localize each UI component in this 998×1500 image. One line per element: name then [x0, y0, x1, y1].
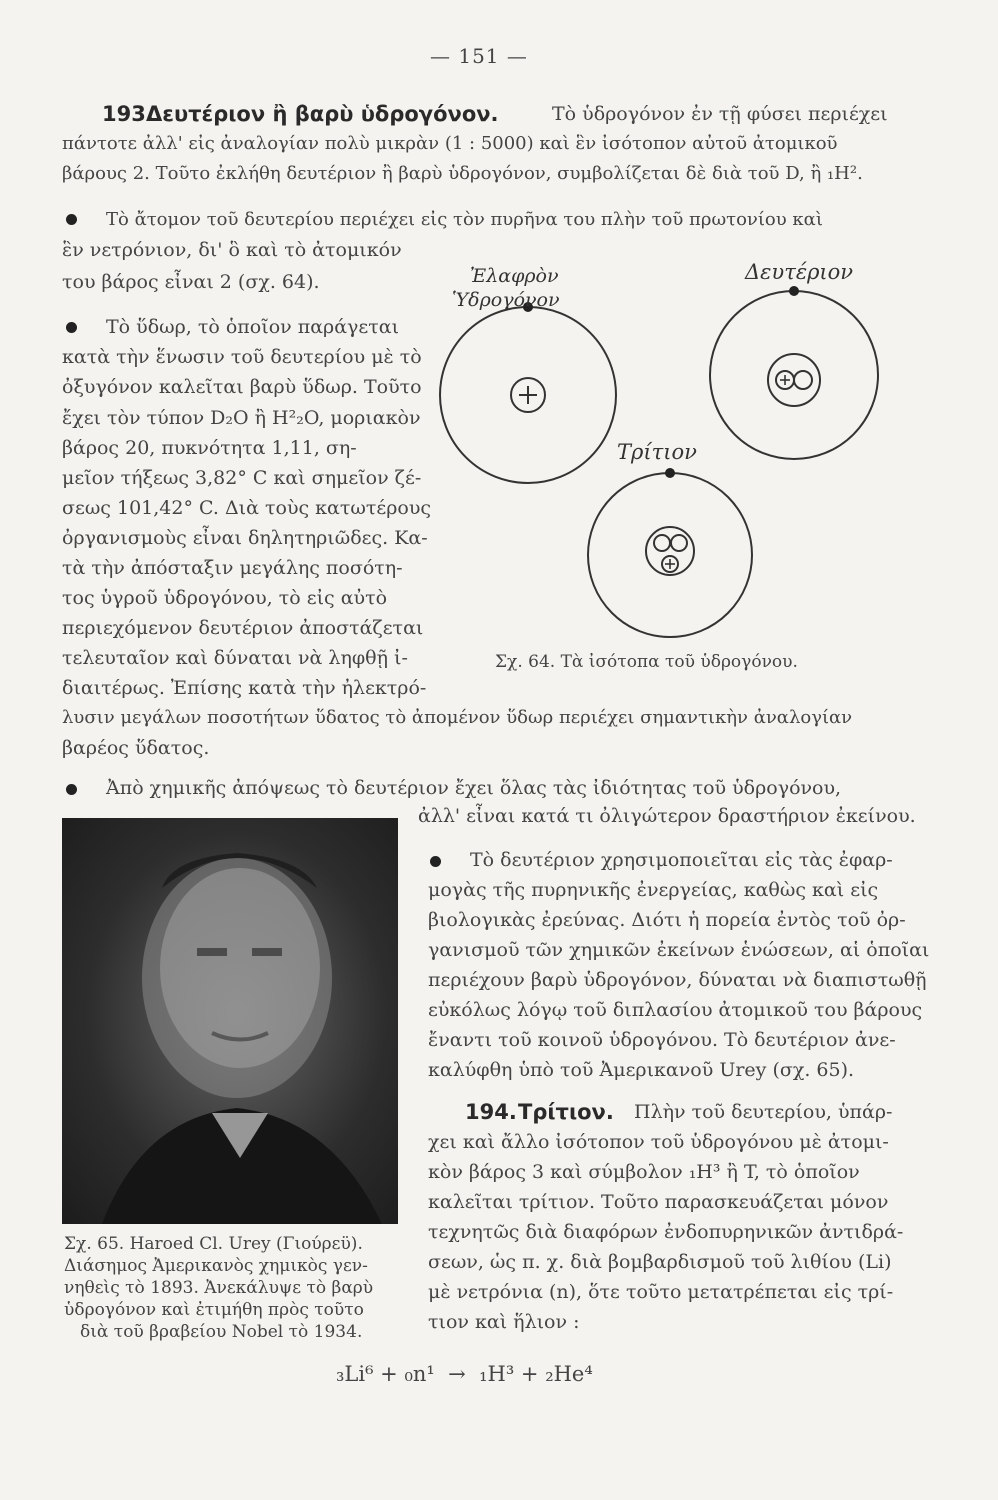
water-line-2: ὀξυγόνον καλεῖται βαρὺ ὕδωρ. Τοῦτο: [62, 376, 422, 398]
page-number: — 151 —: [430, 44, 528, 68]
label-light-hydrogen-1: Ἐλαφρὸν: [470, 265, 559, 287]
water-line-11: τελευταῖον καὶ δύναται νὰ ληφθῇ ἰ-: [62, 647, 408, 669]
water-line-10: περιεχόμενον δευτέριον ἀποστάζεται: [62, 617, 424, 639]
water-line-1: κατὰ τὴν ἕνωσιν τοῦ δευτερίου μὲ τὸ: [62, 346, 422, 368]
water-line-13: λυσιν μεγάλων ποσοτήτων ὕδατος τὸ ἀπομένον ὕδωρ περιέχει σημαντικὴν ἀναλογίαν: [62, 707, 853, 728]
deuterium-orbit: [710, 291, 878, 459]
chem-line-1: ἀλλ' εἶναι κατά τι ὀλιγώτερον δραστήριον ἐκείνου.: [418, 805, 916, 827]
section-193-line-0: Τὸ ὑδρογόνον ἐν τῇ φύσει περιέχει: [552, 103, 888, 125]
section-194-line-4: σεων, ὡς π. χ. διὰ βομβαρδισμοῦ τοῦ λιθίου (Li): [428, 1251, 892, 1273]
section-194-line-6: τιον καὶ ἥλιον :: [428, 1311, 580, 1333]
atom-line-2: του βάρος εἶναι 2 (σχ. 64).: [62, 271, 320, 293]
section-193-line-2: βάρους 2. Τοῦτο ἐκλήθη δευτέριον ἢ βαρὺ ὑδρογόνον, συμβολίζεται δὲ διὰ τοῦ D, ἢ ₁H².: [62, 163, 863, 184]
figure-65-caption-0: Σχ. 65. Haroed Cl. Urey (Γιούρεϋ).: [64, 1234, 363, 1254]
use-line-7: καλύφθη ὑπὸ τοῦ Ἀμερικανοῦ Urey (σχ. 65).: [428, 1059, 855, 1081]
atom-line-1: ἓν νετρόνιον, δι' ὃ καὶ τὸ ἀτομικόν: [62, 239, 402, 261]
figure-64-caption: Σχ. 64. Τὰ ἰσότοπα τοῦ ὑδρογόνου.: [495, 652, 798, 672]
bullet-icon: [66, 214, 77, 225]
figure-65-caption-1: Διάσημος Ἀμερικανὸς χημικὸς γεν-: [64, 1256, 368, 1276]
water-line-7: ὀργανισμοὺς εἶναι δηλητηριῶδες. Κα-: [62, 527, 428, 549]
section-193-title: Δευτέριον ἢ βαρὺ ὑδρογόνον.: [146, 102, 499, 126]
use-line-4: περιέχουν βαρὺ ὑδρογόνον, δύναται νὰ διαπιστωθῇ: [428, 969, 927, 991]
use-line-3: γανισμοῦ τῶν χημικῶν ἐκείνων ἑνώσεων, αἱ ὁποῖαι: [428, 939, 930, 961]
water-line-8: τὰ τὴν ἀπόσταξιν μεγάλης ποσότη-: [62, 557, 403, 579]
neutron-icon: [794, 371, 812, 389]
water-line-3: ἔχει τὸν τύπον D₂O ἢ H²₂O, μοριακὸν: [62, 407, 421, 429]
section-194-number: 194.: [465, 1100, 517, 1124]
label-light-hydrogen-2: Ὑδρογόνον: [452, 289, 560, 311]
section-194-line-5: μὲ νετρόνια (n), ὅτε τοῦτο μετατρέπεται εἰς τρί-: [428, 1281, 894, 1303]
water-line-5: μεῖον τήξεως 3,82° C καὶ σημεῖον ζέ-: [62, 467, 422, 489]
neutron-icon: [654, 535, 670, 551]
tritium-electron: [665, 468, 675, 478]
use-line-2: βιολογικὰς ἐρεύνας. Διότι ἡ πορεία ἐντὸς τοῦ ὀρ-: [428, 909, 906, 931]
use-line-0: Τὸ δευτέριον χρησιμοποιεῖται εἰς τὰς ἐφαρ-: [470, 849, 893, 871]
nuclear-equation: ₃Li⁶ + ₀n¹ → ₁H³ + ₂He⁴: [336, 1362, 593, 1386]
light-hydrogen-atom: [440, 302, 616, 483]
deuterium-atom: [710, 286, 878, 459]
section-194-line-3: τεχνητῶς διὰ διαφόρων ἐνδοπυρηνικῶν ἀντιδρά-: [428, 1221, 904, 1243]
figure-65-caption-4: διὰ τοῦ βραβείου Nobel τὸ 1934.: [80, 1322, 363, 1342]
label-tritium: Τρίτιον: [617, 440, 697, 464]
water-line-0: Τὸ ὕδωρ, τὸ ὁποῖον παράγεται: [106, 316, 400, 338]
use-line-1: μογὰς τῆς πυρηνικῆς ἐνεργείας, καθὼς καὶ εἰς: [428, 879, 879, 901]
label-deuterium: Δευτέριον: [745, 260, 854, 284]
water-line-12: διαιτέρως. Ἐπίσης κατὰ τὴν ἠλεκτρό-: [62, 677, 427, 699]
section-194-title: Τρίτιον.: [518, 1100, 614, 1124]
section-193-number: 193.: [102, 102, 154, 126]
section-194-line-2: καλεῖται τρίτιον. Τοῦτο παρασκευάζεται μόνον: [428, 1191, 889, 1213]
use-line-5: εὐκόλως λόγῳ τοῦ διπλασίου ἀτομικοῦ του βάρους: [428, 999, 923, 1021]
urey-portrait-photo: [62, 818, 398, 1224]
bullet-icon: [66, 784, 77, 795]
section-194-line-0: χει καὶ ἄλλο ἰσότοπον τοῦ ὑδρογόνου μὲ ἀτομι-: [428, 1131, 889, 1153]
tritium-atom: [588, 468, 752, 637]
bullet-icon: [430, 856, 441, 867]
water-line-14: βαρέος ὕδατος.: [62, 737, 210, 759]
bullet-icon: [66, 322, 77, 333]
water-line-9: τος ὑγροῦ ὑδρογόνου, τὸ εἰς αὐτὸ: [62, 587, 388, 609]
section-193-line-1: πάντοτε ἀλλ' εἰς ἀναλογίαν πολὺ μικρὰν (1 : 5000) καὶ ἓν ἰσότοπον αὐτοῦ ἀτομικοῦ: [62, 133, 838, 154]
section-194-line-1: κὸν βάρος 3 καὶ σύμβολον ₁H³ ἢ T, τὸ ὁποῖον: [428, 1161, 860, 1183]
use-line-6: ἔναντι τοῦ κοινοῦ ὑδρογόνου. Τὸ δευτέριον ἀνε-: [428, 1029, 896, 1051]
chem-line-0: Ἀπὸ χημικῆς ἀπόψεως τὸ δευτέριον ἔχει ὅλας τὰς ἰδιότητας τοῦ ὑδρογόνου,: [106, 777, 842, 799]
water-line-4: βάρος 20, πυκνότητα 1,11, ση-: [62, 437, 357, 459]
section-194-first-line: Πλὴν τοῦ δευτερίου, ὑπάρ-: [634, 1101, 893, 1123]
figure-65-caption-2: νηθεὶς τὸ 1893. Ἀνεκάλυψε τὸ βαρὺ: [64, 1278, 374, 1298]
figure-65-caption-3: ὑδρογόνον καὶ ἐτιμήθη πρὸς τοῦτο: [64, 1300, 364, 1320]
atom-line-0: Τὸ ἄτομον τοῦ δευτερίου περιέχει εἰς τὸν πυρῆνα του πλὴν τοῦ πρωτονίου καὶ: [106, 209, 823, 230]
deuterium-electron: [789, 286, 799, 296]
water-line-6: σεως 101,42° C. Διὰ τοὺς κατωτέρους: [62, 497, 432, 519]
neutron-icon: [671, 535, 687, 551]
